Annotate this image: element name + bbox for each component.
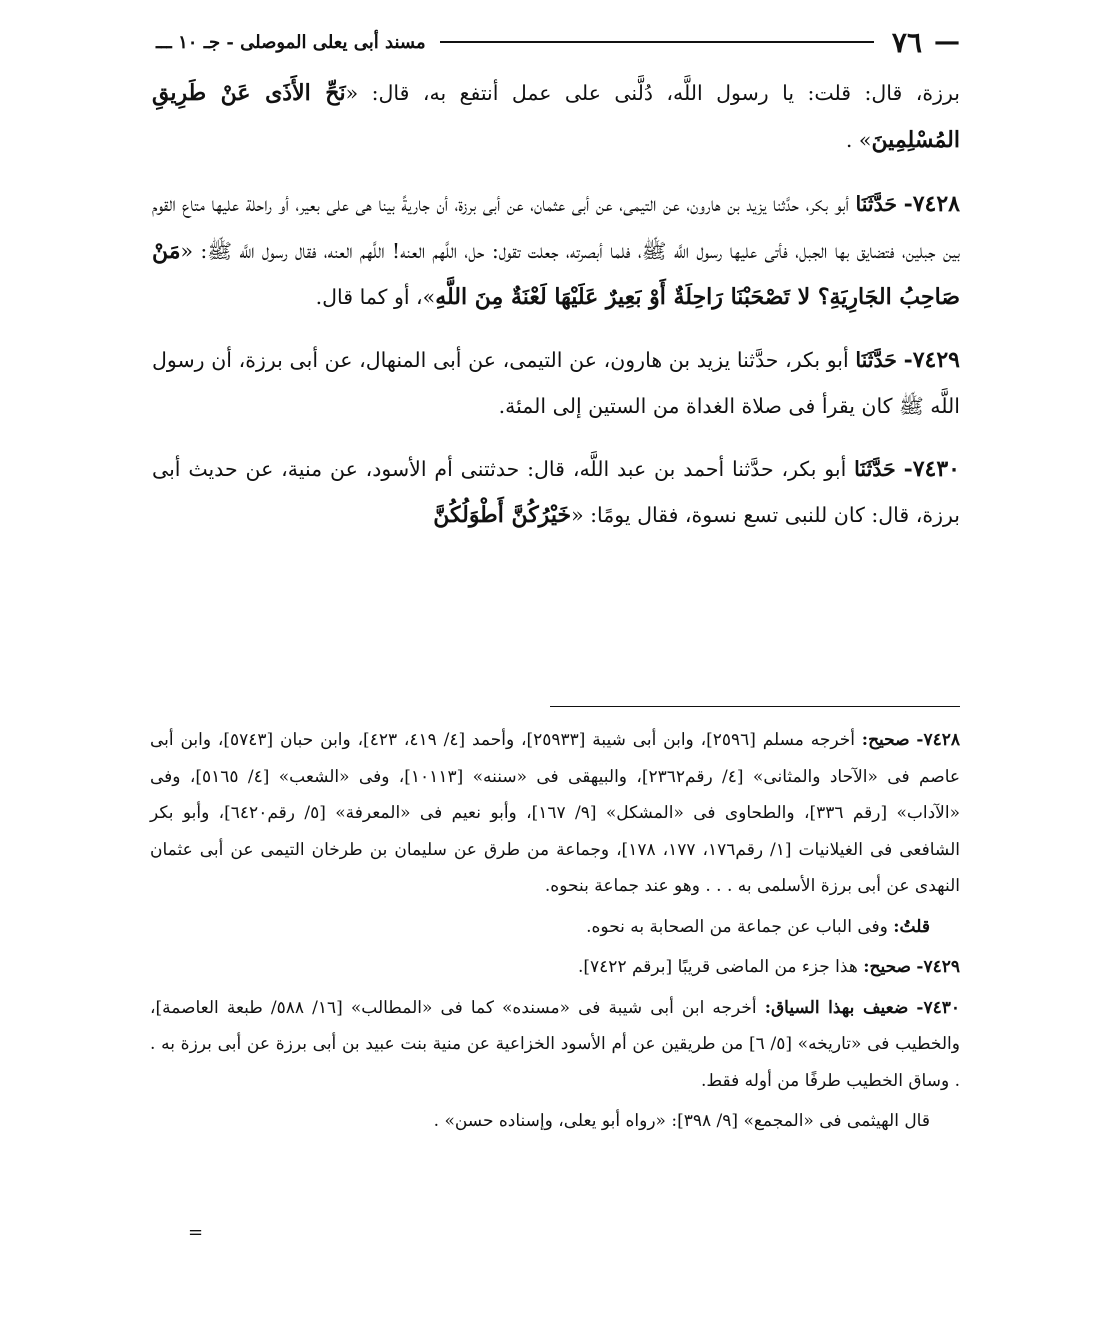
footnote — [150, 949, 960, 986]
haddathana-word: حَدَّثَنَا — [854, 456, 896, 481]
prophetic-quote: خَيْرُكُنَّ أَطْوَلُكُنَّ — [433, 502, 572, 528]
running-title: مسند أبى يعلى الموصلى - جـ ١٠ ـــ — [156, 31, 426, 53]
hadith-grade: صحيح: — [861, 730, 910, 750]
hadith-number: ٧٤٣٠- — [903, 455, 960, 482]
prophetic-quote: نَحِّ الأَذَى عَنْ طَرِيقِ المُسْلِمِينَ — [152, 80, 960, 153]
main-text — [152, 70, 960, 555]
haddathana-word: حَدَّثَنَا — [855, 347, 897, 372]
footnote-text: وفى الباب عن جماعة من الصحابة به نحوه. — [586, 916, 894, 937]
footnote-number: ٧٤٣٠- — [916, 997, 960, 1018]
hadith-paragraph — [152, 446, 960, 539]
footnote-number: ٧٤٢٩- — [916, 957, 960, 977]
hadith-paragraph — [152, 337, 960, 430]
footnote-text: أخرجه مسلم [٢٥٩٦]، وابن أبى شيبة [٢٥٩٣٣]، وأحمد [٤/ ٤١٩، ٤٢٣]، وابن حبان [٥٧٤٣]، وابن أبى عاصم فى «الآحاد والمثانى» [٤/ رقم٢٣٦٢]، والبيهقى فى «سننه» [١٠١١٣]، وفى «الشعب» [٤/ ٥١٦٥]، وفى «الآداب» [رقم ٣٣٦]، والطحاوى فى «المشكل» [٩/ ١٦٧]، وأبو نعيم فى «المعرفة» [٥/ رقم٦٤٢٠]، وأبو بكر الشافعى فى الغيلانيات [١/ رقم١٧٦، ١٧٧، ١٧٨]، وجماعة من طرق عن سليمان بن طرخان التيمى عن أبى عثمان النهدى عن أبى برزة الأسلمى به . . . وهو عند جماعة بنحوه. — [150, 730, 961, 896]
hadith-paragraph — [152, 181, 960, 321]
qult-label: قلتُ: — [893, 916, 930, 937]
footnotes — [150, 722, 960, 1144]
hadith-text: أبو بكر، حدَّثنا أحمد بن عبد اللَّه، قال: حدثتنى أم الأسود، عن منية، عن حديث أبى برزة، قال: كان للنبى تسع نسوة، فقال يومًا: « — [152, 456, 960, 527]
continuation-end: » . — [845, 127, 872, 152]
footnote — [150, 990, 960, 1100]
footnote-remark — [150, 1103, 960, 1140]
hadith-text: أبو بكر، حدَّثنا يزيد بن هارون، عن التيمى، عن أبى المنهال، عن أبى برزة، أن رسول اللَّه ﷺ كان يقرأ فى صلاة الغداة من الستين إلى المئة. — [152, 347, 960, 418]
hadith-number: ٧٤٢٨- — [903, 191, 960, 217]
hadith-text: أبو بكر، حدَّثنا يزيد بن هارون، عن التيمى، عن أبى عثمان، عن أبى برزة، أن جاريةً بينا هى على بعير، أو راحلة عليها متاع القوم بين جبلين، فتضايق بها الجبل، فأتى عليها رسول اللَّه ﷺ، فلما أبصرته، جعلت تقول: حل، اللَّهم العنه! اللَّهم العنه، فقال رسول اللَّه ﷺ: « — [152, 192, 961, 263]
footnote-separator — [550, 706, 960, 707]
header-dash: — — [934, 27, 960, 57]
haddathana-word: حَدَّثَنَا — [855, 192, 898, 216]
footnote-text: هذا جزء من الماضى قريبًا [برقم ٧٤٢٢]. — [578, 957, 864, 977]
footnote-text: قال الهيثمى فى «المجمع» [٩/ ٣٩٨]: «رواه أبو يعلى، وإسناده حسن» . — [433, 1111, 930, 1131]
continuation-mark: = — [188, 1222, 204, 1243]
page-number: ٧٦ — [891, 25, 922, 59]
continuation-paragraph — [152, 70, 960, 163]
header-rule — [440, 41, 874, 43]
footnote-remark — [150, 909, 960, 946]
prophetic-quote: مَنْ صَاحِبُ الجَارِيَةِ؟ لا تَصْحَبْنَا رَاحِلَةٌ أَوْ بَعِيرٌ عَلَيْهَا لَعْنَةٌ مِنَ اللَّهِ — [152, 237, 960, 310]
footnote-text: أخرجه ابن أبى شيبة فى «مسنده» كما فى «المطالب» [١٦/ ٥٨٨/ طبعة العاصمة]، والخطيب فى «تاريخه» [٥/ ٦] من طريقين عن أم الأسود الخزاعية عن منية بنت عبيد بن أبى برزة عن أبى برزة به . . وساق الخطيب طرفًا من أوله فقط. — [150, 997, 960, 1091]
hadith-grade: صحيح: — [863, 957, 911, 977]
hadith-number: ٧٤٢٩- — [903, 346, 960, 373]
hadith-grade: ضعيف بهذا السياق: — [764, 997, 909, 1018]
footnote-number: ٧٤٢٨- — [916, 730, 961, 750]
footnote — [150, 722, 960, 905]
page-header — [150, 22, 962, 62]
hadith-end: »، أو كما قال. — [315, 285, 436, 309]
continuation-text: برزة، قال: قلت: يا رسول اللَّه، دُلَّنى على عمل أنتفع به، قال: « — [345, 81, 960, 105]
